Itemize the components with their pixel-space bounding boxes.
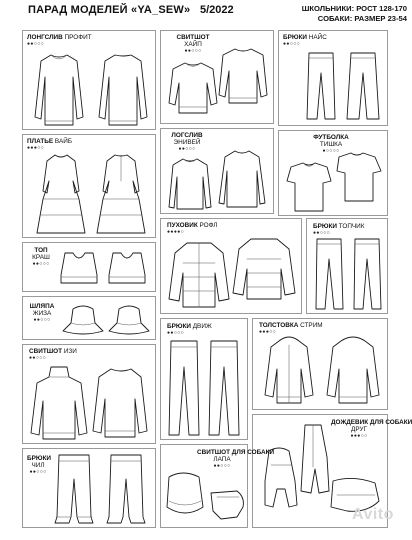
card-top-crush[interactable] <box>22 242 156 292</box>
card-sweatshirt-easy[interactable] <box>22 344 156 444</box>
item-label: ТОП КРАШ ●●○○○ <box>32 247 50 268</box>
item-label: СВИТШОТ ДЛЯ СОБАКИ ЛАПА ●●○○○ <box>197 449 275 470</box>
item-label: БРЮКИ ДВИЖ ●●○○○ <box>167 323 212 337</box>
item-label: ШЛЯПА ЖИЗА ●●○○○ <box>29 303 55 324</box>
item-label: ПУХОВИК РОФЛ ●●●●○ <box>167 222 218 236</box>
item-label: БРЮКИ ЧИЛ ●●○○○ <box>27 455 51 476</box>
item-label: ЛОНГСЛИВ ПРОФИТ ●●○○○ <box>27 34 92 48</box>
sweatshirt-sketch-2 <box>27 361 153 443</box>
card-hoodie-stream[interactable] <box>252 318 388 410</box>
card-dog-sweatshirt-lapa[interactable] <box>160 444 275 528</box>
issue-number: 5/2022 <box>200 4 234 16</box>
card-dress-vibe[interactable] <box>22 134 156 238</box>
card-trousers-chill[interactable] <box>22 448 156 528</box>
dress-sketch <box>27 151 153 237</box>
item-label: СВИТШОТ ИЗИ ●●○○○ <box>29 348 77 362</box>
card-sweatshirt-hype[interactable] <box>160 30 274 124</box>
longsleeve-sketch <box>29 51 153 129</box>
sweatshirt-sketch <box>165 43 271 123</box>
item-label: СВИТШОТ ХАЙП ●●○○○ <box>176 34 210 55</box>
item-label: ДОЖДЕВИК ДЛЯ СОБАКИ ДРУГ ●●●○○ <box>331 419 412 440</box>
page-title: ПАРАД МОДЕЛЕЙ «YA_SEW» <box>28 4 191 16</box>
tshirt-sketch <box>281 153 387 215</box>
size-range-dogs: СОБАКИ: РАЗМЕР 23-54 <box>317 14 407 23</box>
longsleeve-sketch-2 <box>165 145 271 213</box>
card-longsleeve-profit[interactable] <box>22 30 156 130</box>
item-label: ЛОГСЛИВ ЭНИВЕЙ ●●○○○ <box>171 132 203 153</box>
item-label: БРЮКИ НАЙС ●●○○○ <box>283 34 327 48</box>
card-trousers-topchik[interactable] <box>306 218 388 314</box>
dog-sweatshirt-sketch <box>163 467 247 527</box>
crop-top-sketch <box>57 247 153 289</box>
size-range-kids: ШКОЛЬНИКИ: РОСТ 128-170 <box>301 4 407 13</box>
item-label: ФУТБОЛКА ТИШКА ●○○○○ <box>313 134 349 155</box>
card-trousers-dvizh[interactable] <box>160 318 248 440</box>
trousers-sketch-3 <box>165 339 245 439</box>
item-label: ПЛАТЬЕ ВАЙБ ●●●○○ <box>27 138 73 152</box>
card-trousers-nice[interactable] <box>278 30 388 126</box>
trousers-sketch <box>299 49 385 125</box>
watermark: Avito <box>352 506 394 523</box>
item-label: БРЮКИ ТОПЧИК ●●○○○ <box>313 223 365 237</box>
item-label: ТОЛСТОВКА СТРИМ ●●●○○ <box>259 322 323 336</box>
card-hat-zhiza[interactable] <box>22 296 156 340</box>
hoodie-sketch <box>257 333 385 409</box>
bucket-hat-sketch <box>59 301 153 339</box>
card-puffer-rofl[interactable] <box>160 218 302 314</box>
trousers-sketch-2 <box>311 235 387 313</box>
joggers-sketch <box>53 451 153 527</box>
card-longsleeve-anyway[interactable] <box>160 128 274 214</box>
card-tshirt-tishka[interactable] <box>278 130 388 216</box>
puffer-jacket-sketch <box>165 233 299 313</box>
